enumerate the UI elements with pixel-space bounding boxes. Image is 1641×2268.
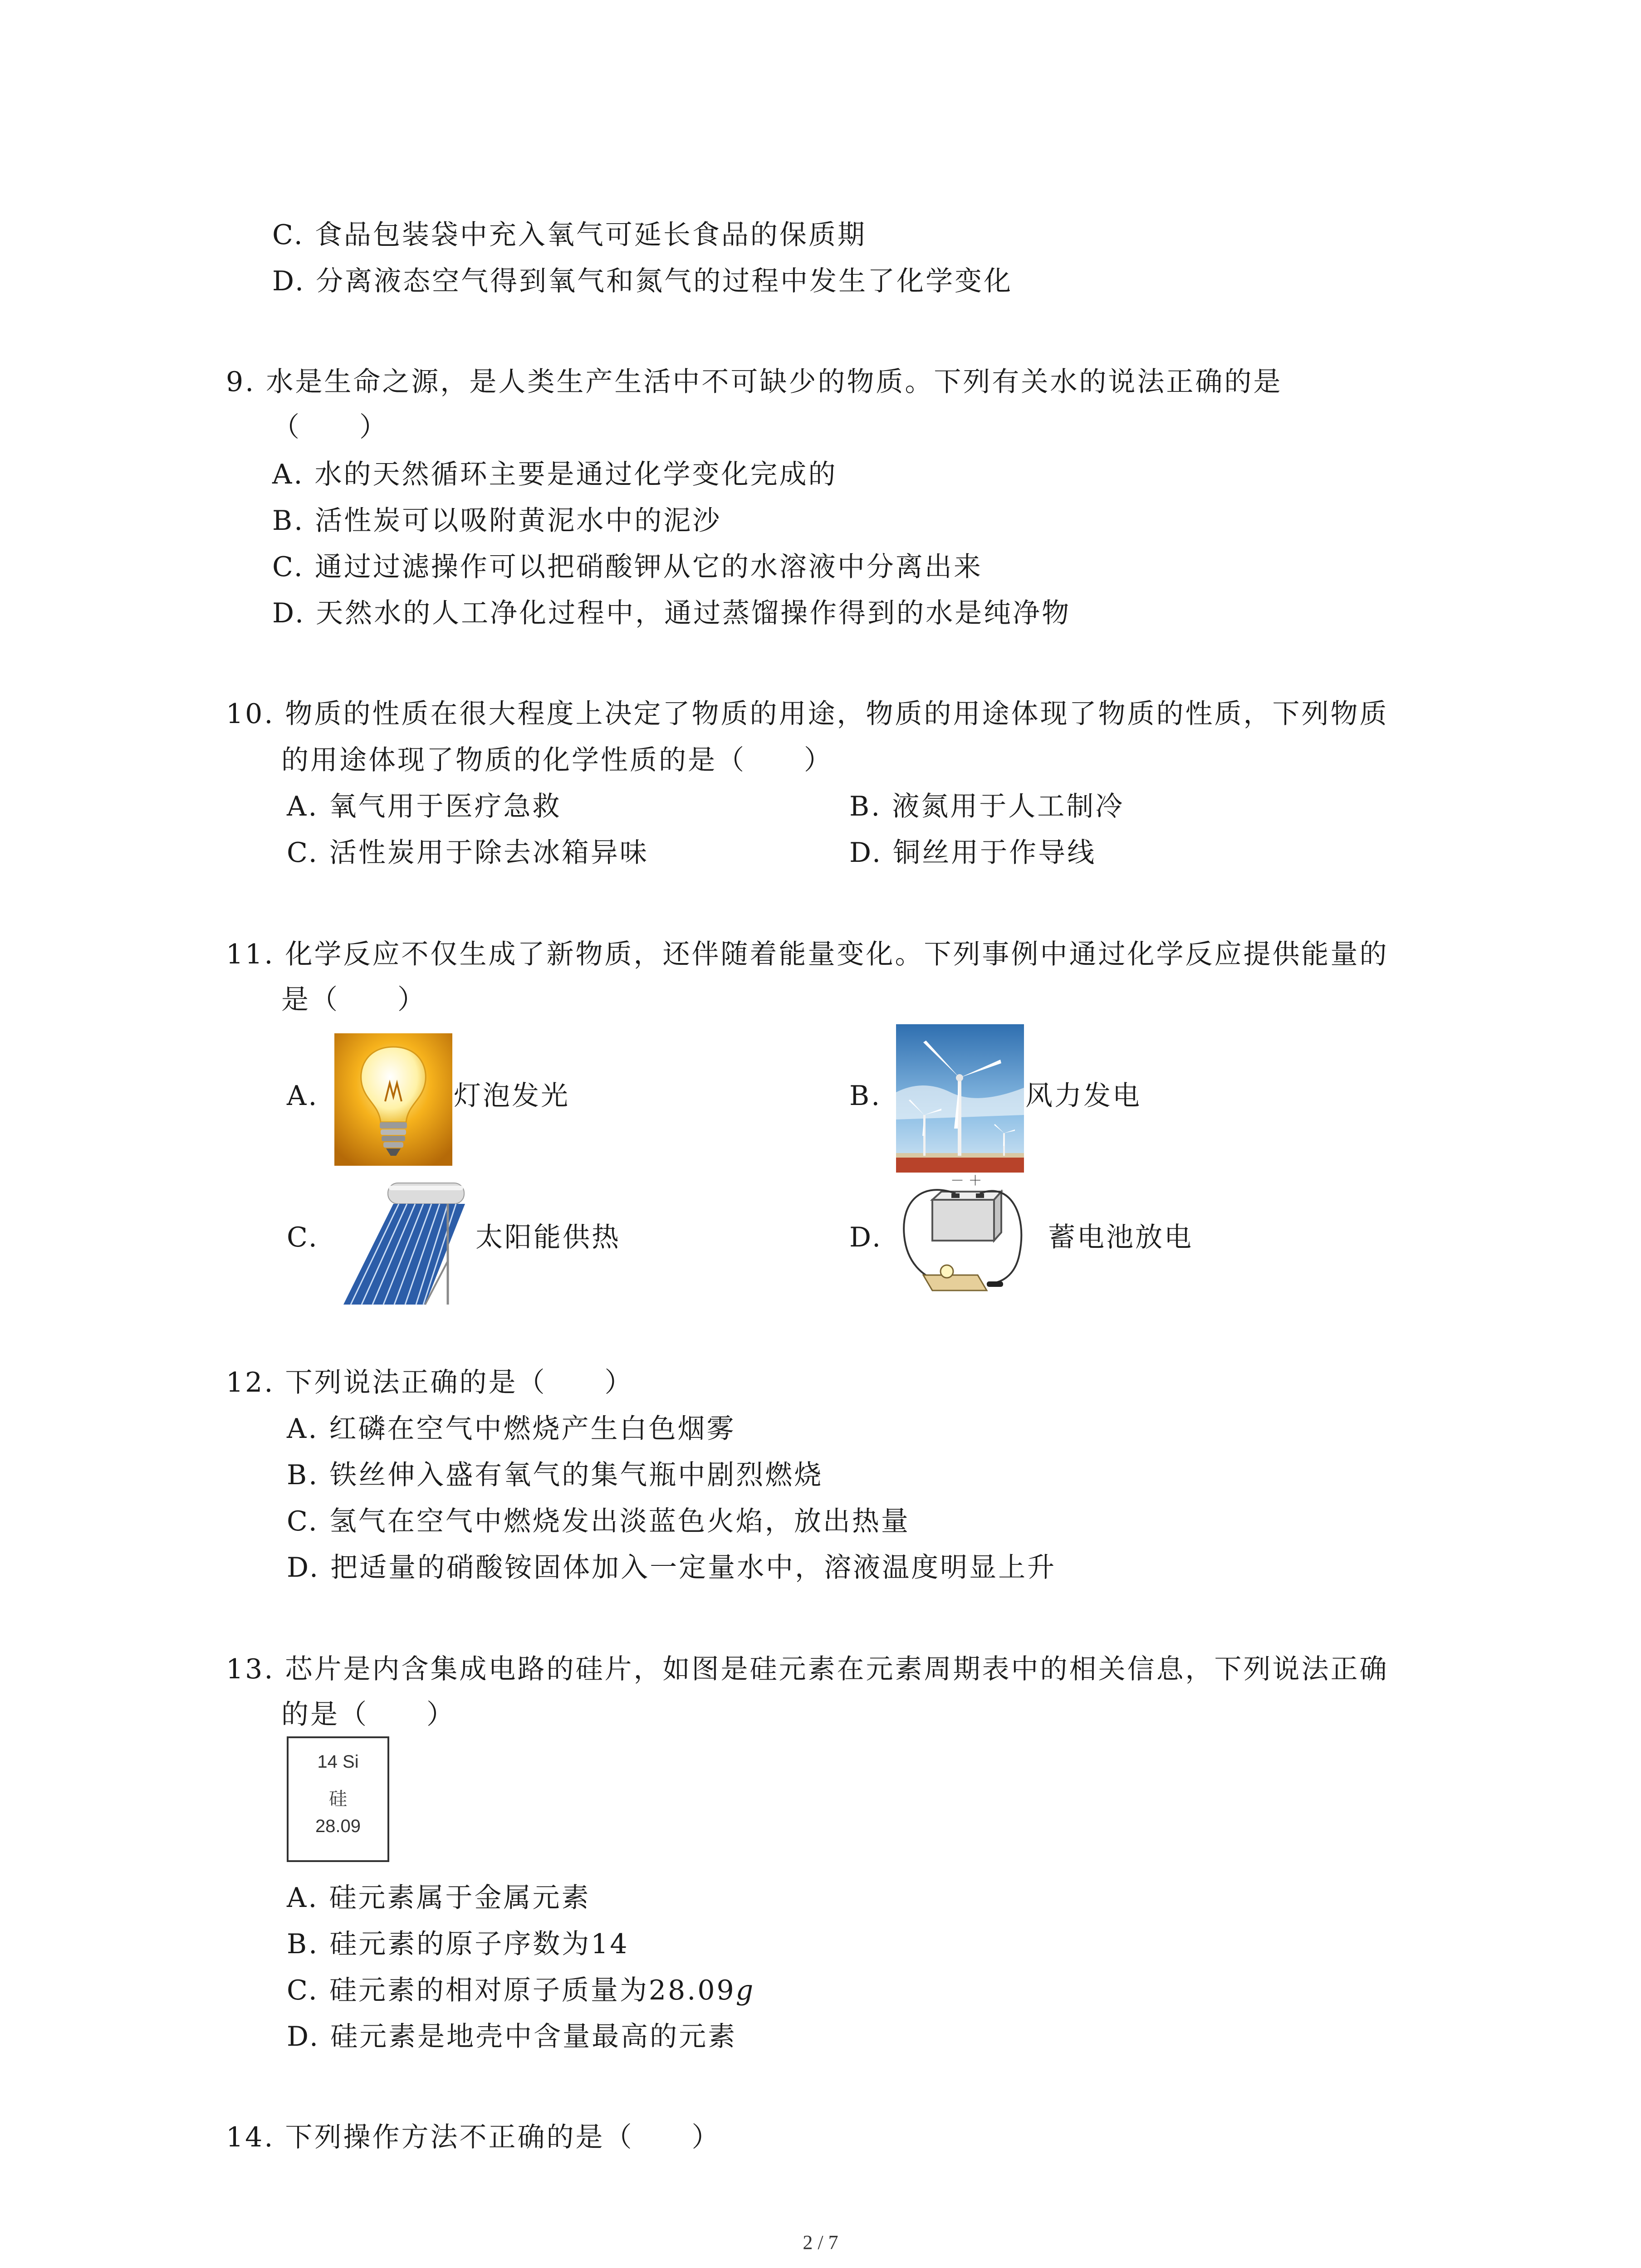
q13-option-a: A. 硅元素属于金属元素 — [287, 1882, 591, 1914]
q12-option-d: D. 把适量的硝酸铵固体加入一定量水中，溶液温度明显上升 — [287, 1552, 1057, 1584]
solar-water-heater-icon — [334, 1179, 467, 1306]
q8-option-c: C. 食品包装袋中充入氧气可延长食品的保质期 — [272, 219, 867, 251]
q13-stem-line2: 的是（ ） — [281, 1699, 456, 1730]
q9-answer-paren: （ ） — [272, 411, 388, 443]
q11-option-c-text: 太阳能供热 — [475, 1222, 621, 1253]
q13-option-c-text: C. 硅元素的相对原子质量为28.09 — [287, 1975, 736, 2006]
page-number: 2 / 7 — [803, 2231, 838, 2253]
q11-stem-line2: 是（ ） — [281, 984, 426, 1016]
q9-option-b: B. 活性炭可以吸附黄泥水中的泥沙 — [272, 505, 722, 537]
q9-option-c: C. 通过过滤操作可以把硝酸钾从它的水溶液中分离出来 — [272, 551, 983, 583]
periodic-table-cell — [287, 1736, 389, 1862]
q9-option-d: D. 天然水的人工净化过程中，通过蒸馏操作得到的水是纯净物 — [272, 597, 1071, 629]
q13-option-d: D. 硅元素是地壳中含量最高的元素 — [287, 2021, 737, 2053]
q11-option-d-text: 蓄电池放电 — [1048, 1222, 1193, 1253]
q10-stem-line1: 10. 物质的性质在很大程度上决定了物质的用途，物质的用途体现了物质的性质，下列物质 — [226, 698, 1389, 730]
q12-option-b: B. 铁丝伸入盛有氧气的集气瓶中剧烈燃烧 — [287, 1459, 823, 1491]
q10-option-c: C. 活性炭用于除去冰箱异味 — [287, 837, 649, 869]
battery-circuit-icon — [896, 1173, 1028, 1309]
q13-option-b: B. 硅元素的原子序数为14 — [287, 1928, 629, 1960]
q11-option-b-text: 风力发电 — [1025, 1080, 1141, 1112]
element-number-symbol: 14 Si — [317, 1752, 359, 1772]
q10-stem-line2: 的用途体现了物质的化学性质的是（ ） — [281, 744, 833, 776]
q14-stem: 14. 下列操作方法不正确的是（ ） — [226, 2121, 721, 2153]
battery-polarity-signs: － ＋ — [950, 1173, 982, 1189]
q11-option-d-letter: D. — [849, 1222, 883, 1253]
element-atomic-mass: 28.09 — [315, 1816, 361, 1836]
q11-option-b-letter: B. — [849, 1080, 882, 1112]
q12-option-c: C. 氢气在空气中燃烧发出淡蓝色火焰，放出热量 — [287, 1505, 910, 1537]
q13-stem-line1: 13. 芯片是内含集成电路的硅片，如图是硅元素在元素周期表中的相关信息，下列说法正确 — [226, 1653, 1389, 1685]
q10-option-b: B. 液氮用于人工制冷 — [849, 791, 1125, 822]
q8-option-d: D. 分离液态空气得到氧气和氮气的过程中发生了化学变化 — [272, 265, 1013, 297]
q13-option-c-unit: g — [735, 1975, 755, 2006]
q9-stem: 9. 水是生命之源，是人类生产生活中不可缺少的物质。下列有关水的说法正确的是 — [226, 366, 1283, 398]
q11-option-a-letter: A. — [287, 1080, 319, 1112]
light-bulb-icon — [334, 1033, 452, 1166]
q13-option-c — [287, 1974, 755, 2007]
q12-option-a: A. 红磷在空气中燃烧产生白色烟雾 — [287, 1413, 736, 1445]
q11-stem-line1: 11. 化学反应不仅生成了新物质，还伴随着能量变化。下列事例中通过化学反应提供能量的 — [226, 938, 1389, 970]
wind-turbine-icon — [896, 1024, 1024, 1173]
q11-option-a-text: 灯泡发光 — [454, 1080, 570, 1112]
q11-option-c-letter: C. — [287, 1222, 319, 1253]
element-name: 硅 — [329, 1789, 347, 1809]
q10-option-a: A. 氧气用于医疗急救 — [287, 791, 562, 822]
q12-stem: 12. 下列说法正确的是（ ） — [226, 1367, 634, 1398]
q9-option-a: A. 水的天然循环主要是通过化学变化完成的 — [272, 459, 838, 490]
q10-option-d: D. 铜丝用于作导线 — [849, 837, 1097, 869]
